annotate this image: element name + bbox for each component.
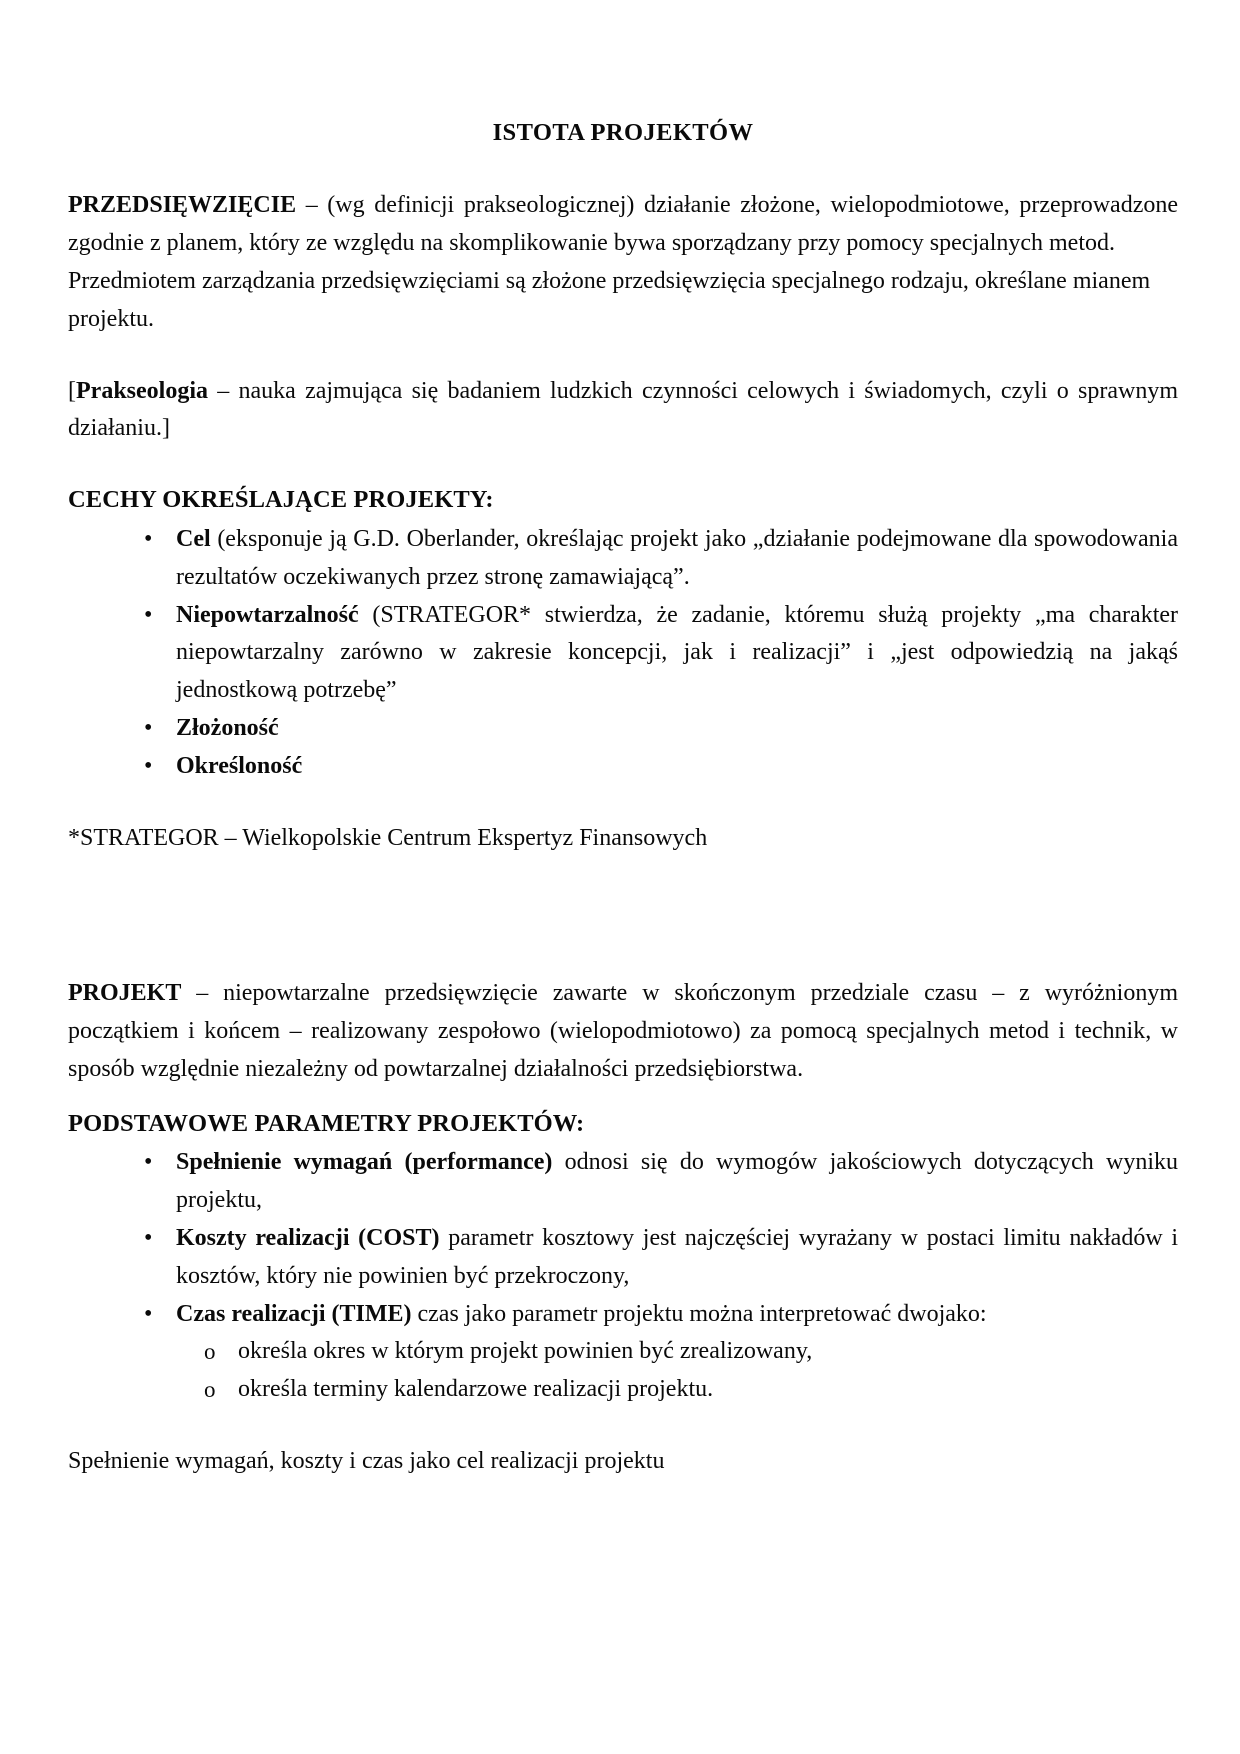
sub-list-item: [176, 1333, 1178, 1371]
footnote-strategor: *STRATEGOR – Wielkopolskie Centrum Ekspertyz Finansowych: [68, 824, 708, 851]
spacer: [68, 448, 1178, 482]
sub-bullet-icon: o: [204, 1377, 216, 1403]
list-item: [68, 597, 1178, 710]
list-item-text: czas jako parametr projektu można interpretować dwojako:: [411, 1300, 987, 1327]
bullet-icon: •: [144, 714, 153, 741]
spacer: [68, 1089, 1178, 1106]
bullet-icon: •: [144, 1225, 153, 1252]
bracket-open: [: [68, 377, 76, 404]
list-item-term: Cel: [176, 525, 211, 552]
page-title: ISTOTA PROJEKTÓW: [492, 119, 754, 146]
sub-list-item-text: określa okres w którym projekt powinien być zrealizowany,: [238, 1338, 813, 1365]
spacer: [68, 1409, 1178, 1443]
list-item: [68, 1296, 1178, 1409]
bullet-icon: •: [144, 525, 153, 552]
paragraph-przedmiot-zarzadzania: [68, 263, 1178, 339]
list-item-term: Złożoność: [176, 714, 279, 741]
definition-prakseologia: – nauka zajmująca się badaniem ludzkich czynności celowych i świadomych, czyli o sprawnym działaniu.]: [68, 377, 1178, 442]
list-item-text: (eksponuje ją G.D. Oberlander, określając projekt jako „działanie podejmowane dla spowodowania rezultatów oczekiwanych przez stronę zamawiającą”.: [176, 525, 1178, 590]
sub-bullet-icon: o: [204, 1339, 216, 1365]
paragraph-prakseologia: [68, 373, 1178, 449]
paragraph-projekt: [68, 975, 1178, 1088]
list-item: [68, 521, 1178, 597]
paragraph-przedsiewziecie: [68, 187, 1178, 263]
list-item: [68, 1144, 1178, 1220]
bullet-icon: •: [144, 752, 153, 779]
list-item-text: odnosi się do wymogów jakościowych dotyczących wyniku projektu,: [176, 1149, 1178, 1214]
przedmiot-zarzadzania-text: Przedmiotem zarządzania przedsięwzięciami są złożone przedsięwzięcia specjalnego rodzaju, określane mianem projektu.: [68, 267, 1151, 332]
bullet-icon: •: [144, 1149, 153, 1176]
heading-cechy-okreslajace-projekty: CECHY OKREŚLAJĄCE PROJEKTY:: [68, 486, 494, 514]
list-item-term: Określoność: [176, 752, 303, 779]
list-item-term: Koszty realizacji (COST): [176, 1225, 440, 1252]
list-item: [68, 710, 1178, 748]
spacer: [68, 339, 1178, 373]
list-parametry: [68, 1144, 1178, 1409]
list-item-term: Niepowtarzalność: [176, 601, 359, 628]
term-prakseologia: Prakseologia: [76, 377, 208, 404]
sub-list-czas-realizacji: [176, 1333, 1178, 1409]
definition-przedsiewziecie: – (wg definicji prakseologicznej) działanie złożone, wielopodmiotowe, przeprowadzone zgodnie z planem, który ze względu na skomplikowanie bywa sporządzany przy pomocy specjalnych metod.: [68, 192, 1178, 257]
sub-list-item-text: określa terminy kalendarzowe realizacji projektu.: [238, 1376, 714, 1403]
list-item-text: (STRATEGOR* stwierdza, że zadanie, któremu służą projekty „ma charakter niepowtarzalny zarówno w zakresie koncepcji, jak i realizacji” i „jest odpowiedzią na jakąś jednostkową potrzebę”: [176, 601, 1178, 704]
list-item-term: Czas realizacji (TIME): [176, 1300, 412, 1327]
spacer: [68, 786, 1178, 820]
spacer: [68, 857, 1178, 975]
term-przedsiewziecie: PRZEDSIĘWZIĘCIE: [68, 192, 297, 219]
closing-line: Spełnienie wymagań, koszty i czas jako cel realizacji projektu: [68, 1448, 665, 1475]
definition-projekt: – niepowtarzalne przedsięwzięcie zawarte w skończonym przedziale czasu – z wyróżnionym początkiem i końcem – realizowany zespołowo (wielopodmiotowo) za pomocą specjalnych metod i technik, w sposób względnie niezależny od powtarzalnej działalności przedsiębiorstwa.: [68, 980, 1178, 1082]
heading-podstawowe-parametry-projektow: PODSTAWOWE PARAMETRY PROJEKTÓW:: [68, 1109, 585, 1137]
list-item-text: parametr kosztowy jest najczęściej wyrażany w postaci limitu nakładów i kosztów, który nie powinien być przekroczony,: [176, 1225, 1178, 1289]
list-item: [68, 748, 1178, 786]
bullet-icon: •: [144, 1300, 153, 1327]
list-cechy: [68, 521, 1178, 786]
list-item-term: Spełnienie wymagań (performance): [176, 1149, 553, 1176]
sub-list-item: [176, 1371, 1178, 1409]
term-projekt: PROJEKT: [68, 980, 182, 1007]
list-item: [68, 1220, 1178, 1296]
bullet-icon: •: [144, 601, 153, 628]
